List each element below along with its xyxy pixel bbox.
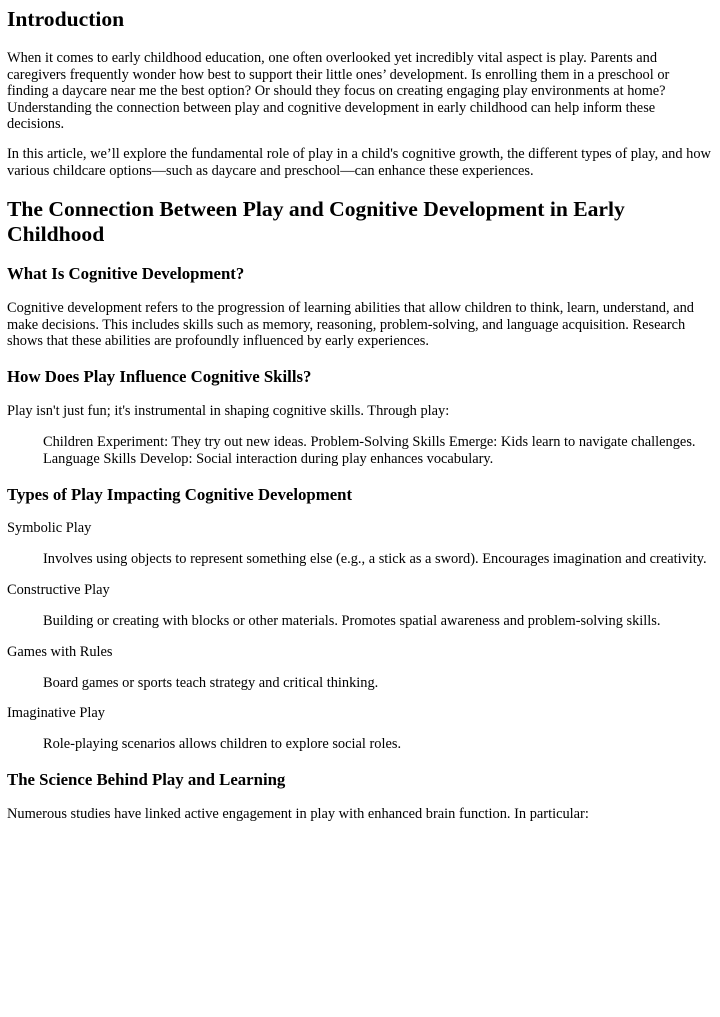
intro-paragraph-2: In this article, we’ll explore the fundamental role of play in a child's cognitive growth, the different types of play, and how various childcare options—such as daycare and preschool—can enhance these experiences.: [7, 146, 711, 179]
how-play-influences-heading: How Does Play Influence Cognitive Skills?: [7, 367, 312, 386]
section-heading: The Connection Between Play and Cognitive Development in Early Childhood: [7, 197, 625, 246]
play-type-description: Involves using objects to represent something else (e.g., a stick as a sword). Encourages imagination and creativity.: [43, 551, 707, 567]
play-type-term: Constructive Play: [7, 582, 110, 598]
play-type-term: Games with Rules: [7, 644, 113, 660]
play-type-description: Building or creating with blocks or other materials. Promotes spatial awareness and problem-solving skills.: [43, 613, 661, 629]
types-of-play-heading: Types of Play Impacting Cognitive Development: [7, 485, 353, 504]
play-benefits-line-2: Language Skills Develop: Social interaction during play enhances vocabulary.: [43, 450, 494, 467]
science-behind-play-heading: The Science Behind Play and Learning: [7, 770, 286, 789]
how-play-influences-paragraph: Play isn't just fun; it's instrumental in shaping cognitive skills. Through play:: [7, 403, 450, 419]
intro-paragraph-1: When it comes to early childhood education, one often overlooked yet incredibly vital aspect is play. Parents and caregivers frequently wonder how best to support their little ones’ development. Is enrolling them in a preschool or finding a daycare near me the best option? Or should they focus on creating engaging play environments at home? Understanding the connection between play and cognitive development in early childhood can help inform these decisions.: [7, 50, 670, 132]
play-type-description: Board games or sports teach strategy and critical thinking.: [43, 675, 379, 691]
what-is-cognitive-development-paragraph: Cognitive development refers to the progression of learning abilities that allow children to think, learn, understand, and make decisions. This includes skills such as memory, reasoning, problem-solving, and language acquisition. Research shows that these abilities are profoundly influenced by early experiences.: [7, 300, 694, 349]
play-type-term: Imaginative Play: [7, 705, 105, 721]
play-benefits-block: [43, 434, 696, 467]
introduction-heading: Introduction: [7, 7, 125, 31]
science-behind-play-paragraph: Numerous studies have linked active engagement in play with enhanced brain function. In particular:: [7, 806, 589, 822]
what-is-cognitive-development-heading: What Is Cognitive Development?: [7, 264, 245, 283]
play-type-term: Symbolic Play: [7, 520, 92, 536]
play-benefits-line-1: Children Experiment: They try out new ideas. Problem-Solving Skills Emerge: Kids learn to navigate challenges.: [43, 434, 696, 450]
play-type-description: Role-playing scenarios allows children to explore social roles.: [43, 736, 402, 752]
